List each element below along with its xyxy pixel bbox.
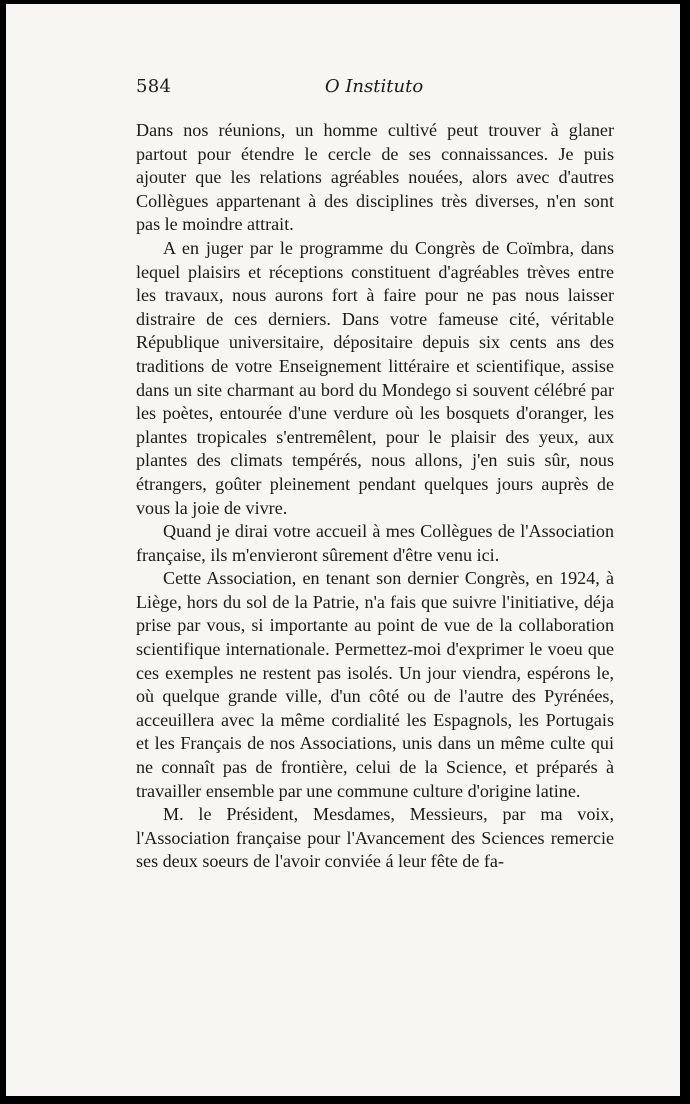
page-number: 584 bbox=[136, 76, 172, 97]
paragraph-3: Quand je dirai votre accueil à mes Collègues de l'Association française, ils m'envieront sûrement d'être venu ici. bbox=[136, 521, 614, 565]
body-text bbox=[136, 119, 614, 874]
book-page bbox=[6, 4, 680, 1096]
running-title: O Instituto bbox=[324, 76, 424, 97]
paragraph-2: A en juger par le programme du Congrès de Coïmbra, dans lequel plaisirs et réceptions constituent d'agréables trèves entre les travaux, nous aurons fort à faire pour ne pas nous laisser distraire de ces derniers. Dans votre fameuse cité, véritable République universitaire, dépositaire depuis six cents ans des traditions de votre Enseignement littéraire et scientifique, assise dans un site charmant au bord du Mondego si souvent célébré par les poètes, entourée d'une verdure où les bosquets d'oranger, les plantes tropicales s'entremêlent, pour le plaisir des yeux, aux plantes des climats tempérés, nous allons, j'en suis sûr, nous étrangers, goûter pleinement pendant quelques jours auprès de vous la joie de vivre. bbox=[136, 237, 614, 518]
paragraph-4: Cette Association, en tenant son dernier Congrès, en 1924, à Liège, hors du sol de la Patrie, n'a fais que suivre l'initiative, déja prise par vous, si importante au point de vue de la collaboration scientifique internationale. Permettez-moi d'exprimer le voeu que ces exemples ne restent pas isolés. Un jour viendra, espérons le, où quelque grande ville, d'un côté ou de l'autre des Pyrénées, acceuillera avec la même cordialité les Espagnols, les Portugais et les Français de nos Associations, unis dans un même culte qui ne connaît pas de frontière, celui de la Science, et préparés à travailler ensemble par une commune culture d'origine latine. bbox=[136, 568, 614, 801]
paragraph-5: M. le Président, Mesdames, Messieurs, par ma voix, l'Association française pour l'Avancement des Sciences remercie ses deux soeurs de l'avoir conviée á leur fête de fa- bbox=[136, 804, 614, 872]
paragraph-1: Dans nos réunions, un homme cultivé peut trouver à glaner partout pour étendre le cercle de ses connaissances. Je puis ajouter que les relations agréables nouées, alors avec d'autres Collègues appartenant à des disciplines très diverses, n'en sont pas le moindre attrait. bbox=[136, 120, 614, 235]
page-header bbox=[134, 76, 614, 106]
